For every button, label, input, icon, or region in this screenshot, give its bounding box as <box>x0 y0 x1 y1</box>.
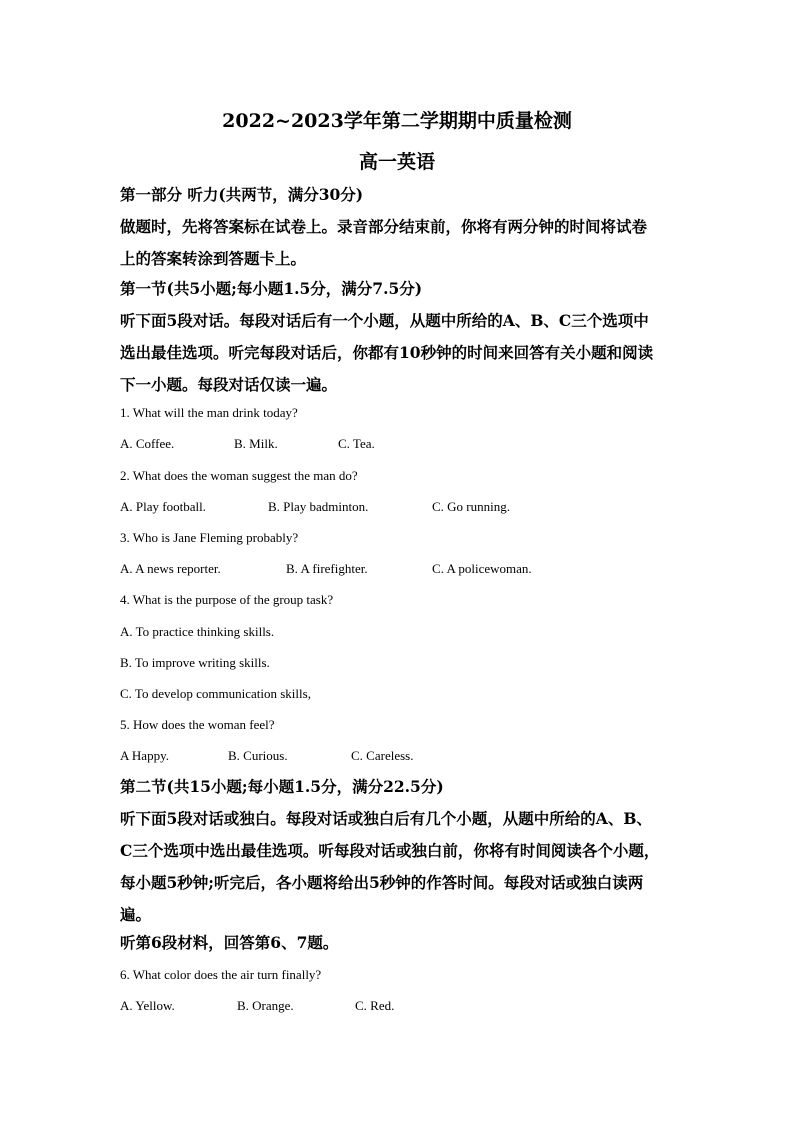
option-a[interactable]: A Happy. <box>120 748 169 763</box>
instruction-line: 选出最佳选项。听完每段对话后，你都有10秒钟的时间来回答有关小题和阅读 <box>120 343 654 362</box>
exam-title: 2022~2023学年第二学期期中质量检测 <box>222 110 572 132</box>
instruction-line: 遍。 <box>120 905 152 924</box>
instruction-line: C三个选项中选出最佳选项。听每段对话或独白前，你将有时间阅读各个小题， <box>120 841 660 860</box>
instruction-line: 听下面5段对话或独白。每段对话或独白后有几个小题，从题中所给的A、B、 <box>120 809 652 828</box>
question-stem: 4. What is the purpose of the group task? <box>120 592 334 607</box>
instruction-line: 听下面5段对话。每段对话后有一个小题，从题中所给的A、B、C三个选项中 <box>120 311 649 330</box>
section2-heading: 第二节(共15小题;每小题1.5分，满分22.5分) <box>120 777 444 796</box>
option-c[interactable]: C. To develop communication skills, <box>120 686 311 701</box>
option-a[interactable]: A. Play football. <box>120 499 206 514</box>
part1-instructions <box>120 211 680 275</box>
option-a[interactable]: A. To practice thinking skills. <box>120 624 275 639</box>
part1-heading: 第一部分 听力(共两节，满分30分) <box>120 185 364 204</box>
option-b[interactable]: B. Play badminton. <box>268 499 369 514</box>
question-stem: 3. Who is Jane Fleming probably? <box>120 530 299 545</box>
section1-heading: 第一节(共5小题;每小题1.5分，满分7.5分) <box>120 279 423 298</box>
instruction-line: 做题时，先将答案标在试卷上。录音部分结束前，你将有两分钟的时间将试卷 <box>120 217 648 236</box>
instruction-line: 每小题5秒钟;听完后，各小题将给出5秒钟的作答时间。每段对话或独白读两 <box>120 873 644 892</box>
section2-instructions <box>120 803 680 931</box>
question-stem: 5. How does the woman feel? <box>120 717 275 732</box>
option-b[interactable]: B. Milk. <box>234 436 278 451</box>
option-a[interactable]: A. Coffee. <box>120 436 175 451</box>
question-stem: 6. What color does the air turn finally? <box>120 967 322 982</box>
option-a[interactable]: A. A news reporter. <box>120 561 221 576</box>
instruction-line: 下一小题。每段对话仅读一遍。 <box>120 375 338 394</box>
material-prompt: 听第6段材料，回答第6、7题。 <box>120 933 339 952</box>
instruction-line: 上的答案转涂到答题卡上。 <box>120 249 307 268</box>
option-c[interactable]: C. Tea. <box>338 436 375 451</box>
option-c[interactable]: C. Red. <box>355 998 395 1013</box>
option-c[interactable]: C. Go running. <box>432 499 510 514</box>
option-a[interactable]: A. Yellow. <box>120 998 175 1013</box>
option-b[interactable]: B. Orange. <box>237 998 294 1013</box>
section1-instructions <box>120 305 680 401</box>
option-b[interactable]: B. Curious. <box>228 748 288 763</box>
question-stem: 1. What will the man drink today? <box>120 405 298 420</box>
option-b[interactable]: B. A firefighter. <box>286 561 368 576</box>
exam-subject: 高一英语 <box>358 151 435 173</box>
option-c[interactable]: C. A policewoman. <box>432 561 532 576</box>
option-c[interactable]: C. Careless. <box>351 748 414 763</box>
option-b[interactable]: B. To improve writing skills. <box>120 655 270 670</box>
question-stem: 2. What does the woman suggest the man do? <box>120 468 358 483</box>
